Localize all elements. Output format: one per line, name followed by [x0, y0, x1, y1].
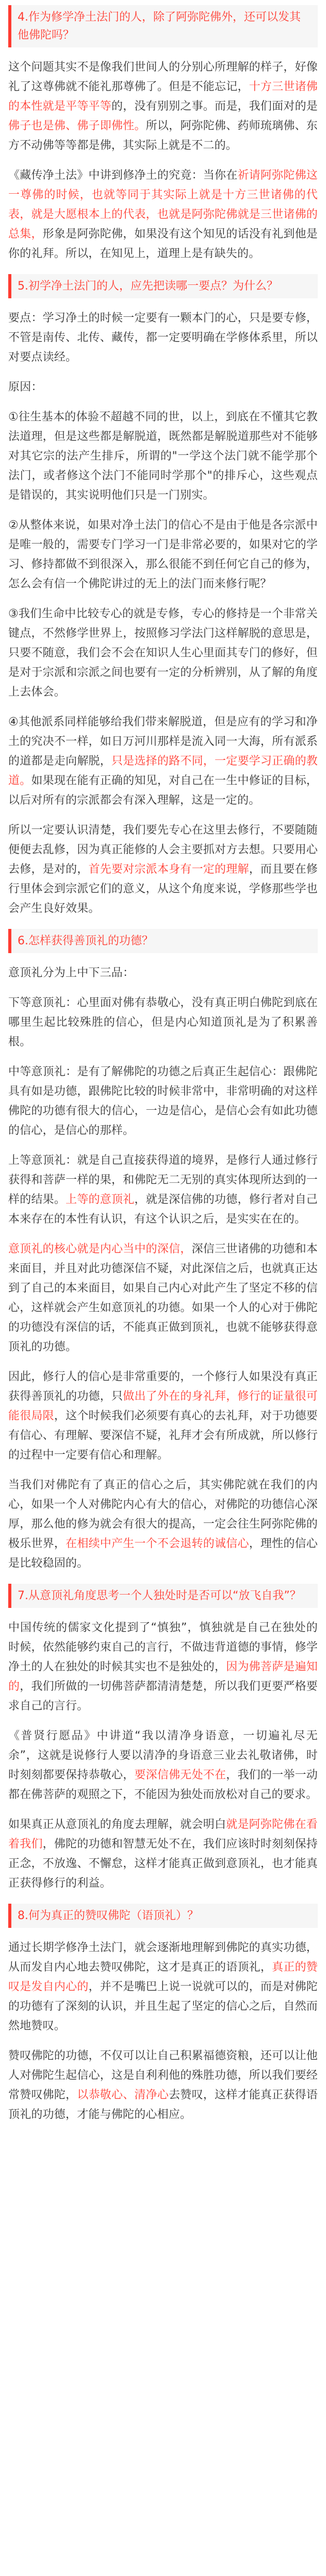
- paragraph-text: ④其他派系同样能够给我们带来解脱道，但是应有的学习和净土的究决不一样，如日万河川那样是流入同一大海，所有派系的道都是走向解脱，: [8, 716, 318, 768]
- highlighted-text: 祈请阿弥陀佛这一尊佛的时候，也就等同于其实际上就是十方三世诸佛的代表，就是大愿根本上的代表，也就是阿弥陀佛就是三世诸佛的总集，: [8, 169, 318, 241]
- answer-paragraph: [8, 1062, 318, 1141]
- answer-paragraph: [8, 604, 318, 702]
- qa-section: [8, 929, 318, 1573]
- qa-section: [8, 5, 318, 264]
- paragraph-text: 所以，阿弥陀佛、药师琉璃佛、东方不动佛等等都是佛，其实际上就是不二的。: [8, 120, 318, 152]
- paragraph-text: 深信三世诸佛的功德和本来面目，并且对此功德深信不疑，对此深信之后，也就真正达到了自己的本来面目，如果自己内心对此产生了坚定不移的信心，这样就会产生如意顶礼的功德。如果一个人的心对于佛陀的功德没有深信的话，不能真正做到顶礼，也就不能够获得意顶礼的功德。: [8, 1243, 318, 1353]
- highlighted-text: 做出了外在的身礼拜，修行的证量很可能很局限: [8, 1390, 318, 1422]
- paragraph-text: ，理性的信心是比较稳固的。: [8, 1537, 318, 1570]
- paragraph-text: 意顶礼分为上中下三品：: [8, 967, 135, 979]
- paragraph-text: 原因：: [8, 381, 43, 394]
- paragraph-text: ，我们的一举一动都在佛菩萨的观照之下，不能因为独处而放松对自己的要求。: [8, 1769, 318, 1801]
- answer-paragraph: [8, 713, 318, 810]
- paragraph-text: ①往生基本的体验不超越不同的世，以上，到底在不懂其它教法道理，但是这些都是解脱道，既然都是解脱道那些对不能够对其它宗的法产生排斥，所谓的"一学这个法门就不能学那个法门，或者修这个法门不能同时学那个"的排斥心，这些观点是错误的，其实说明他们只是一门别实。: [8, 411, 318, 502]
- paragraph-text: 下等意顶礼：心里面对佛有恭敬心，没有真正明白佛陀到底在哪里生起比较殊胜的信心，但是内心知道顶礼是为了积累善根。: [8, 996, 318, 1048]
- paragraph-text: ，而且要在修行里体会到宗派它们的意义，从这个角度来说，学修那些学也会产生良好效果。: [8, 863, 318, 915]
- highlighted-text: 在相续中产生一个不会退转的诚信心: [66, 1537, 249, 1550]
- question-heading: 4.作为修学净土法门的人，除了阿弥陀佛外，还可以发其他佛陀吗？: [8, 5, 318, 47]
- paragraph-text: 这个问题其实不是像我们世间人的分别心所理解的样子，好像礼了这尊佛就不能礼那尊佛了。但是不能忘记，: [8, 61, 318, 93]
- paragraph-text: 《普贤行愿品》中讲道“我以清净身语意，一切遍礼尽无余”，这就是说修行人要以清净的身语意三业去礼敬诸佛，时时刻刻都要保持恭敬心，: [8, 1730, 318, 1782]
- answer-paragraph: [8, 821, 318, 919]
- answer-paragraph: [8, 166, 318, 264]
- paragraph-text: ，我们所做的一切佛菩萨都清清楚楚，所以我们更要严格要求自己的言行。: [8, 1680, 318, 1713]
- highlighted-text: 首先要对宗派本身有一定的理解: [88, 863, 249, 876]
- answer-paragraph: [8, 2046, 318, 2125]
- answer-paragraph: [8, 408, 318, 505]
- paragraph-text: 通过长期学修净土法门，就会逐渐地理解到佛陀的真实功德，从而发自内心地去赞叹佛陀，这才是真正的语顶礼，: [8, 1941, 318, 1974]
- answer-paragraph: [8, 378, 318, 397]
- answer-paragraph: [8, 1367, 318, 1465]
- paragraph-text: ，佛陀的功德和智慧无处不在，我们应该时时刻刻保持正念，不放逸、不懈怠，这样才能真正做到意顶礼，也才能真正获得修行的利益。: [8, 1838, 318, 1890]
- qa-section: [8, 274, 318, 919]
- paragraph-text: 如果真正从意顶礼的角度去理解，就会明白: [8, 1818, 226, 1831]
- paragraph-text: 的，没有别别之事。而是，我们面对的是: [111, 100, 318, 113]
- paragraph-text: ，这个时候我们必须要有真心的去礼拜，对于功德要有信心、有理解、要深信不疑，礼拜才会有所成就，所以修行的过程中一定要有信心和理解。: [8, 1410, 318, 1462]
- paragraph-text: ，并不是嘴巴上说一说就可以的，而是对佛陀的功德有了深刻的认识，并且生起了坚定的信心之后，自然而然地赞叹。: [8, 1980, 318, 2032]
- highlighted-text: 真正的赞叹是发自内心的: [8, 1961, 318, 1993]
- paragraph-text: 中等意顶礼：是有了解佛陀的功德之后真正生起信心：跟佛陀具有如是功德，跟佛陀比较的时候非常中，非常明确的对这样佛陀的功德有很大的信心，一边是信心，是信心会有如此功德的信心，是信心的那样。: [8, 1065, 318, 1137]
- question-heading: 7.从意顶礼角度思考一个人独处时是否可以“放飞自我”？: [8, 1584, 318, 1608]
- highlighted-text: 要深信佛无处不在: [134, 1769, 226, 1782]
- answer-paragraph: [8, 993, 318, 1052]
- qa-section: [8, 1584, 318, 1893]
- highlighted-text: 只是选择的路不同，一定要学习正确的教道。: [8, 755, 318, 787]
- question-heading: 5.初学净土法门的人，应先把读哪一要点？为什么？: [8, 274, 318, 298]
- question-heading: 8.何为真正的赞叹佛陀（语顶礼）？: [8, 1904, 318, 1928]
- paragraph-text: ，就是深信佛的功德，修行者对自己本来存在的本性有认识，有这个认识之后，是实实在在的。: [8, 1193, 318, 1226]
- highlighted-text: 以恭敬心、清净心: [77, 2089, 169, 2102]
- answer-paragraph: [8, 1151, 318, 1229]
- paragraph-text: 去赞叹，这样才能真正获得语顶礼的功德，才能与佛陀的心相应。: [8, 2089, 318, 2121]
- answer-paragraph: [8, 1726, 318, 1805]
- qa-section: [8, 1904, 318, 2125]
- paragraph-text: 中国传统的儒家文化提到了“慎独”，慎独就是自己在独处的时候，依然能够约束自己的言行，不做违背道德的事情，修学净土的人在独处的时候其实也不是独处的，: [8, 1621, 318, 1673]
- paragraph-text: 赞叹佛陀的功德，不仅可以让自己积累福德资粮，还可以让他人对佛陀生起信心，这是自利利他的殊胜功德，所以我们要经常赞叹佛陀，: [8, 2049, 318, 2102]
- answer-paragraph: [8, 1815, 318, 1893]
- answer-paragraph: [8, 516, 318, 594]
- answer-paragraph: [8, 1938, 318, 2036]
- paragraph-text: 《藏传净土法》中讲到修净土的究竟：当你在: [8, 169, 238, 182]
- paragraph-text: 当我们对佛陀有了真正的信心之后，其实佛陀就在我们的内心，如果一个人对佛陀内心有大的信心，对佛陀的功德信心深厚，那么他的修为就会有很大的提高，一定会往生阿弥陀佛的极乐世界，: [8, 1479, 318, 1550]
- question-heading: 6.怎样获得善顶礼的功德？: [8, 929, 318, 953]
- highlighted-text: 十方三世诸佛的本性就是平等平等: [8, 80, 318, 113]
- highlighted-text: 就是阿弥陀佛在看着我们: [8, 1818, 318, 1851]
- paragraph-text: 如果现在能有正确的知见，对自己在一生中修证的目标，以后对所有的宗派都会有深入理解，这是一定的。: [8, 774, 318, 807]
- highlighted-text: 意顶礼的核心就是内心当中的深信，: [8, 1243, 192, 1256]
- paragraph-text: 上等意顶礼：就是自己直接获得道的境界，是修行人通过修行获得和菩萨一样的果，和佛陀无二无别的真实体现所达到的一样的结果。: [8, 1154, 318, 1206]
- paragraph-text: 所以一定要认识清楚，我们要先专心在这里去修行，不要随随便便去乱修，因为真正能修的人会主要抓对方去想。只要用心去修，是对的，: [8, 824, 318, 876]
- paragraph-text: 因此，修行人的信心是非常重要的，一个修行人如果没有真正获得善顶礼的功德，只: [8, 1370, 318, 1403]
- answer-paragraph: [8, 1476, 318, 1573]
- answer-paragraph: [8, 58, 318, 156]
- paragraph-text: ②从整体来说，如果对净土法门的信心不是由于他是各宗派中是唯一般的，需要专门学习一门是非常必要的，如果对它的学习、修持都做不到很深入，那么很能不到任何它自己的修为，怎么会有信一个佛陀讲过的无上的法门而来修行呢？: [8, 519, 318, 590]
- highlighted-text: 佛子也是佛、佛子即佛性。: [8, 120, 146, 132]
- paragraph-text: 要点：学习净土的时候一定要有一颗本门的心，只是要专修，不管是南传、北传、藏传，都一定要明确在学修体系里，所以对要点读经。: [8, 312, 318, 364]
- highlighted-text: 因为佛菩萨是遍知的: [8, 1660, 318, 1693]
- highlighted-text: 上等的意顶礼: [66, 1193, 135, 1206]
- paragraph-text: ③我们生命中比较专心的就是专修，专心的修持是一个非常关键点，不然修学世界上，按照修习学法门这样解脱的意思是，只要不随意，我们会不会在知识人生心里面其专门的修好，但是对于宗派和宗派之间也要有一定的分析辨别，从了解的角度上去体会。: [8, 607, 318, 699]
- answer-paragraph: [8, 1240, 318, 1357]
- answer-paragraph: [8, 963, 318, 983]
- answer-paragraph: [8, 309, 318, 367]
- answer-paragraph: [8, 1618, 318, 1716]
- paragraph-text: 形象是阿弥陀佛，如果没有这个知见的话没有礼到他是你的礼拜。所以，在知见上，道理上是有缺失的。: [8, 228, 318, 260]
